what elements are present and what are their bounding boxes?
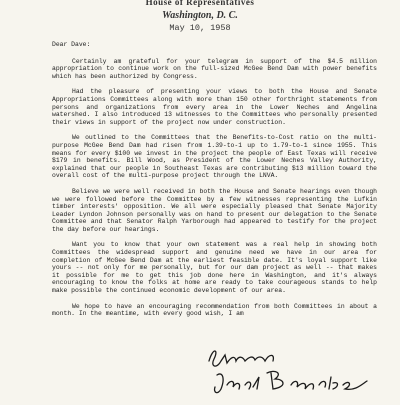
salutation: Dear Dave:	[52, 41, 91, 48]
signature-drawing	[205, 345, 375, 400]
paragraph-benefits: We outlined to the Committees that the Benefits-to-Cost ratio on the multi-purpose McGee Bend Dam had risen from 1.39-to-1 up to 1.79-to-1 since 1955. This means for every $100 we invest in the project the people of East Texas will receive $179 in benefits. Bill Wood, as President of the Lower Neches Valley Authority, explained that our people in Southeast Texas are contributing $13 million toward the overall cost of the multi-purpose project through the LNVA.	[52, 134, 377, 180]
letterhead-house: House of Representatives	[145, 0, 255, 7]
paragraph-support: Want you to know that your own statement was a real help in showing both Committees the widespread support and genuine need we have in our area for completion of McGee Bend Dam at the earliest feasible date. It's loyal support like yours -- not only for me personally, but for our dam project as well -- that makes it possible for me to get this job done here in Washington, and it's always encouraging to know the folks at home are ready to take courageous stands to help make possible the continued economic development of our area.	[52, 241, 377, 295]
letter-body	[52, 41, 377, 326]
paragraph-closing: We hope to have an encouraging recommendation from both Committees in about a month. In the meantime, with every good wish, I am	[52, 302, 377, 318]
letterhead-city: Washington, D. C.	[162, 10, 238, 21]
letterhead	[0, 0, 400, 33]
handwritten-signature	[205, 345, 375, 400]
paragraph-hearings: Believe we were well received in both the House and Senate hearings even though we were followed before the Committee by a few witnesses representing the Lufkin timber interests' opposition. We all were especially pleased that Senate Majority Leader Lyndon Johnson personally was on hand to present our delegation to the Senate Committee and that Senator Ralph Yarborough had appeared to testify for the project the day before our hearings.	[52, 187, 377, 233]
paragraph-telegram: Certainly am grateful for your telegram in support of the $4.5 million appropriation to continue work on the full-sized McGee Bend Dam with power benefits which has been authorized by Congress.	[52, 57, 377, 80]
paragraph-committees: Had the pleasure of presenting your views to both the House and Senate Appropriations Committees along with more than 150 other forthright statements from persons and organizations from every area in the Lower Neches and Angelina watershed. I also introduced 13 witnesses to the Committees who personally presented their views in support of the project now under construction.	[52, 88, 377, 126]
letter-date: May 10, 1958	[169, 23, 231, 33]
